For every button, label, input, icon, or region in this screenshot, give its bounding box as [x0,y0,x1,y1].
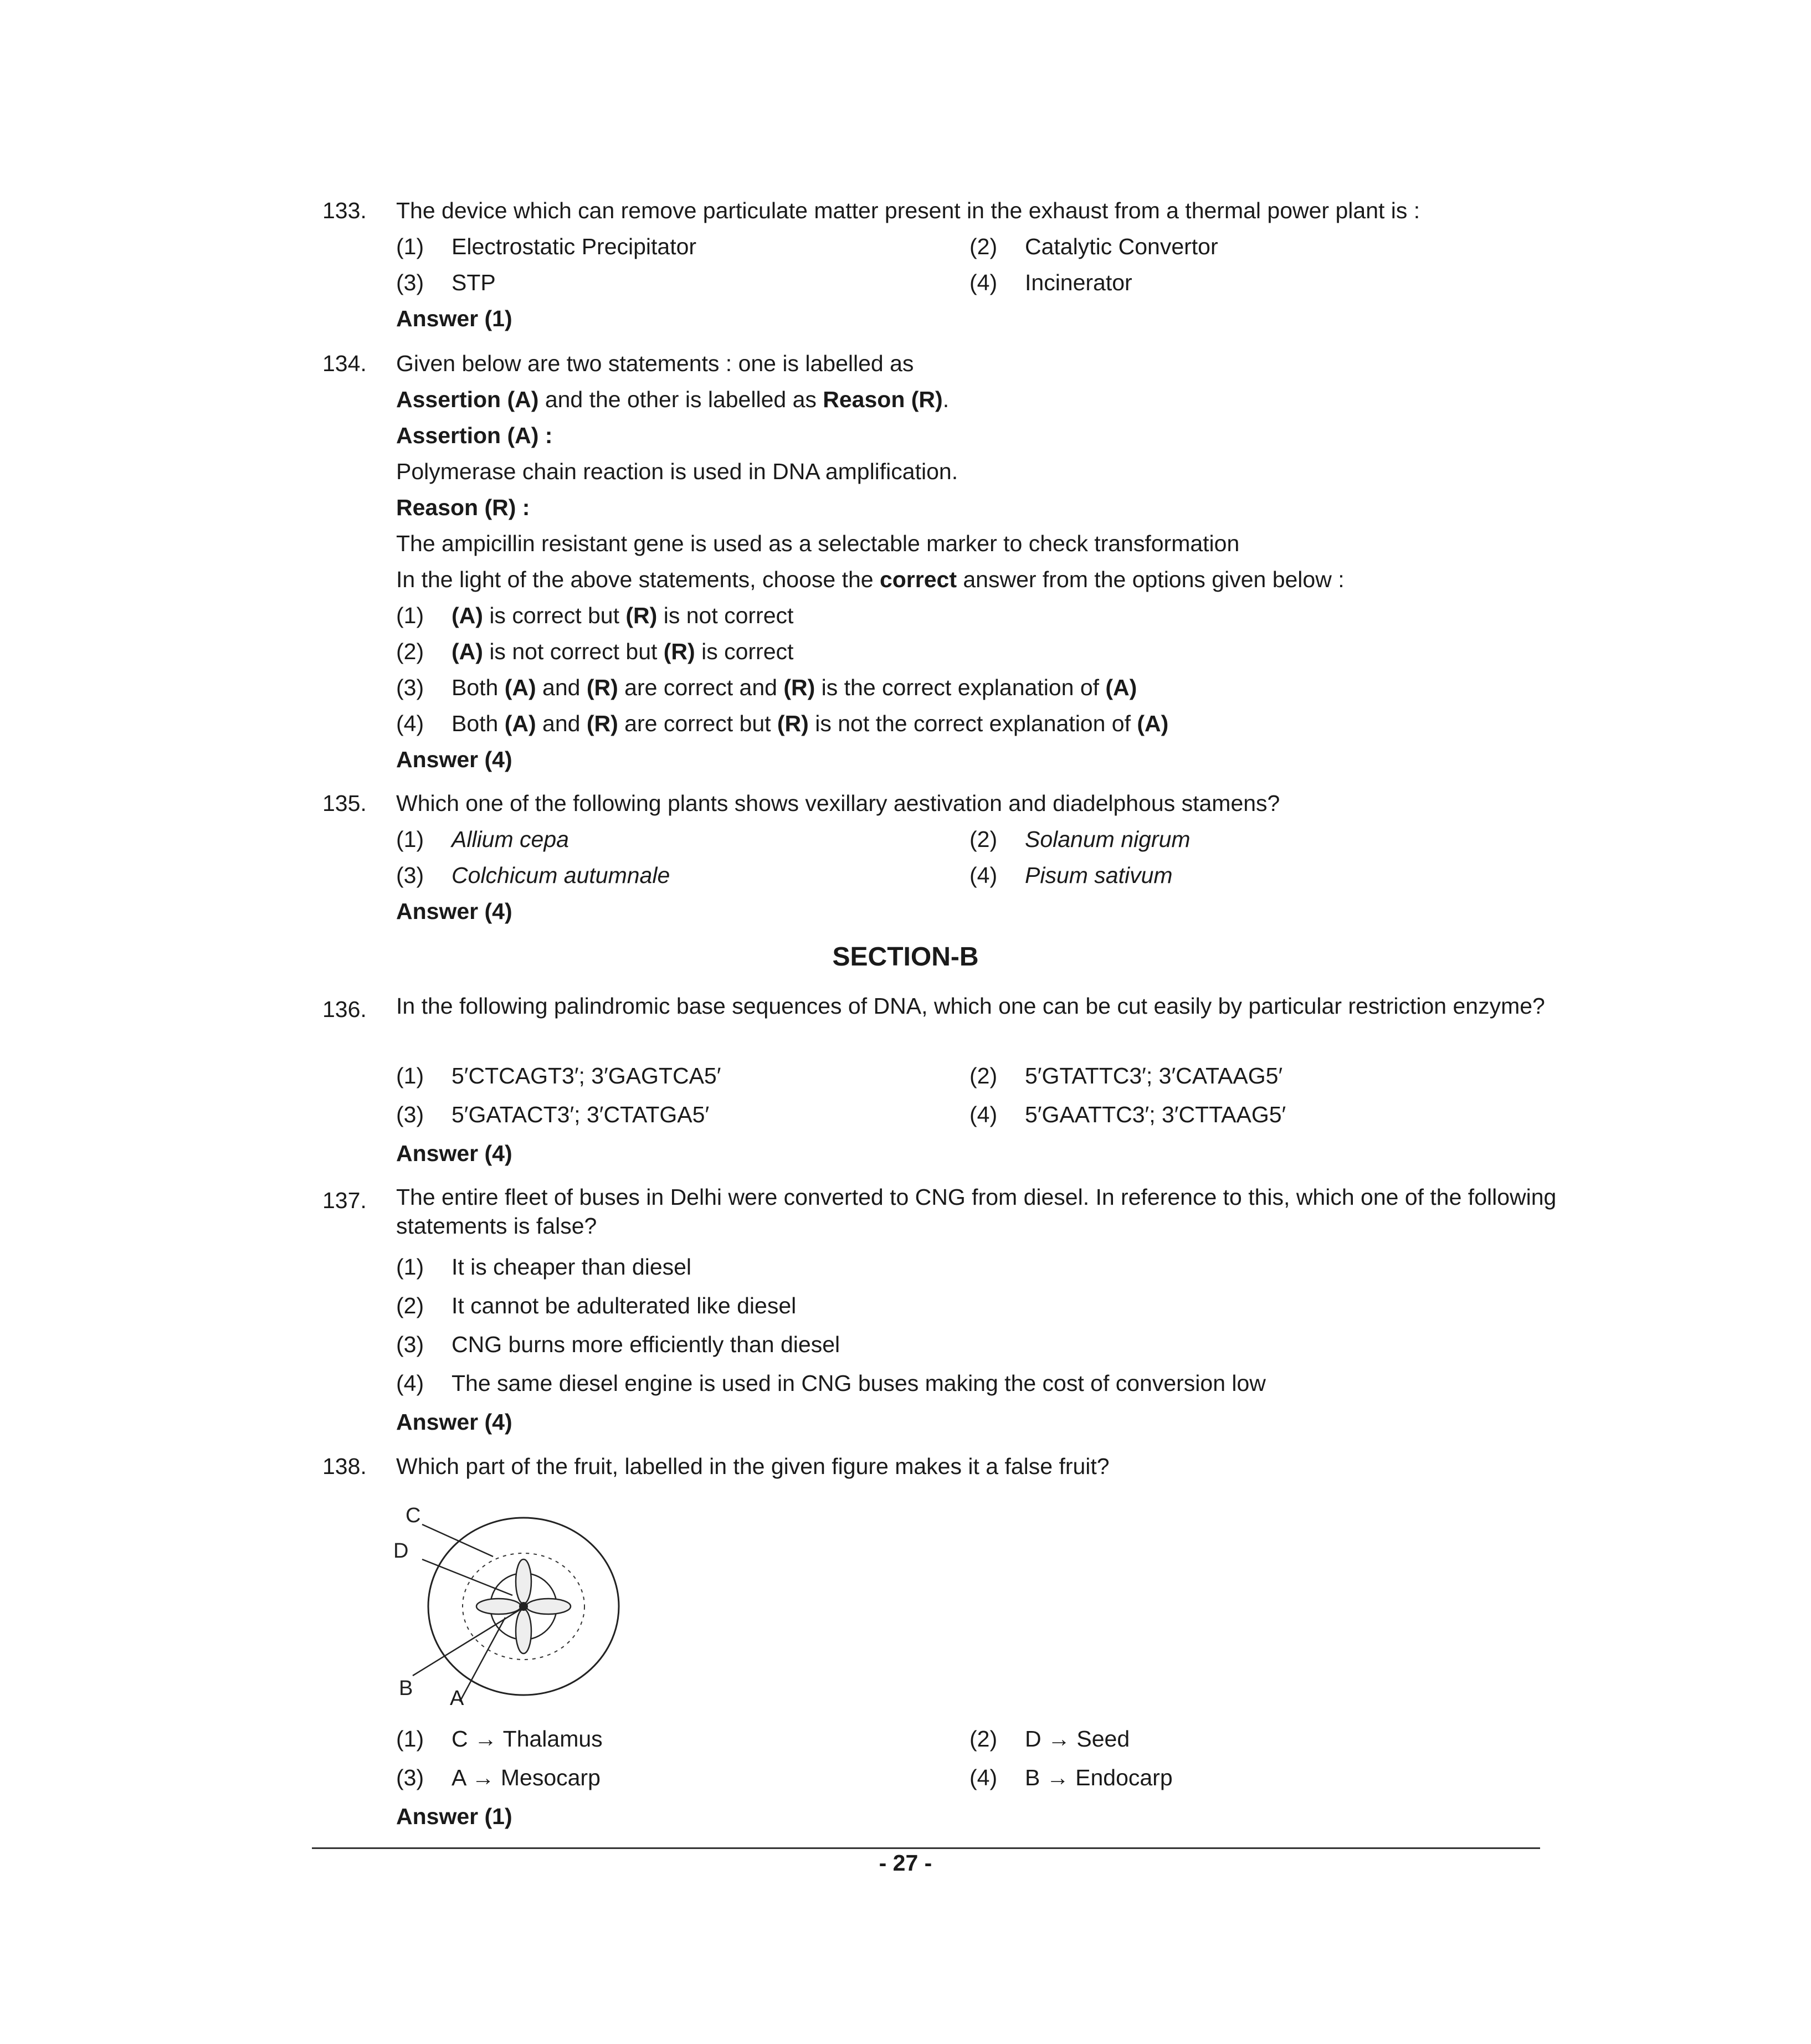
option-text: It cannot be adulterated like diesel [452,1293,797,1318]
option-text: Both (A) and (R) are correct but (R) is not the correct explanation of (A) [452,711,1169,736]
instruction-text: In the light of the above statements, choose the correct answer from the options given below : [396,567,1345,592]
option-row [396,1249,1598,1288]
option-text: Pisum sativum [1025,862,1173,888]
text-fragment: . [942,387,950,412]
answer: Answer (4) [396,1141,512,1166]
answer: Answer (4) [396,1409,512,1435]
option-row [396,1058,1598,1097]
option-row [396,1327,1598,1365]
question-number: 137. [322,1188,367,1213]
question-text-line [396,382,1598,418]
option-number: (3) [396,675,424,700]
option-number: (2) [969,1063,998,1088]
reason-heading: Reason (R) : [396,495,530,520]
option-number: (2) [969,826,998,852]
question-number: 135. [322,790,367,816]
option-number: (1) [396,1063,424,1088]
answer: Answer (1) [396,306,512,331]
question-text: In the following palindromic base sequences of DNA, which one can be cut easily by particular restriction enzyme? [396,993,1545,1019]
question-text: The device which can remove particulate matter present in the exhaust from a thermal power plant is : [396,198,1420,223]
answer: Answer (1) [396,1804,512,1829]
question-text: The entire fleet of buses in Delhi were converted to CNG from diesel. In reference to this, which one of the following statements is false? [396,1184,1557,1239]
section-heading: SECTION-B [832,942,979,972]
option-number: (3) [396,270,424,295]
option-text: Electrostatic Precipitator [452,234,697,259]
option-text: Incinerator [1025,270,1132,295]
option-row [396,1721,1598,1760]
option-text: (A) is not correct but (R) is correct [452,639,794,664]
option-text: 5′GATACT3′; 3′CTATGA5′ [452,1102,710,1127]
question-number: 136. [322,997,367,1022]
option-number: (3) [396,862,424,888]
question-text: Which one of the following plants shows vexillary aestivation and diadelphous stamens? [396,790,1280,816]
question-number: 138. [322,1454,367,1479]
question-text: Which part of the fruit, labelled in the given figure makes it a false fruit? [396,1454,1110,1479]
option-text: D → Seed [1025,1726,1130,1752]
option-number: (2) [396,639,424,664]
option-row [396,1365,1598,1404]
page-number: - 27 - [879,1850,932,1876]
option-number: (3) [396,1102,424,1127]
option-number: (4) [969,862,998,888]
option-text: 5′GTATTC3′; 3′CATAAG5′ [1025,1063,1283,1088]
leader-line-c [422,1524,493,1557]
option-number: (4) [396,1370,424,1396]
fruit-cross-section-figure [388,1496,643,1717]
question-text: Given below are two statements : one is labelled as [396,351,914,376]
option-number: (2) [969,234,998,259]
option-text: 5′CTCAGT3′; 3′GAGTCA5′ [452,1063,721,1088]
option-number: (1) [396,234,424,259]
text-fragment: and the other is labelled as [538,387,823,412]
option-number: (3) [396,1765,424,1790]
option-text: CNG burns more efficiently than diesel [452,1332,840,1357]
option-text: C → Thalamus [452,1726,603,1752]
option-number: (2) [396,1293,424,1318]
option-text: (A) is correct but (R) is not correct [452,603,794,628]
option-number: (1) [396,1726,424,1752]
option-row [396,229,1598,265]
question-number: 133. [322,198,367,223]
option-number: (4) [969,1102,998,1127]
option-row [396,706,1598,742]
label-d: D [393,1539,409,1563]
option-row [396,1097,1598,1136]
answer: Answer (4) [396,898,512,924]
option-text: Allium cepa [452,826,569,852]
option-row [396,670,1598,706]
option-text: Solanum nigrum [1025,826,1191,852]
option-text: A → Mesocarp [452,1765,601,1790]
option-number: (1) [396,603,424,628]
label-a: A [450,1687,464,1710]
option-text: 5′GAATTC3′; 3′CTTAAG5′ [1025,1102,1286,1127]
leader-line-d [422,1559,512,1595]
footer-rule [312,1847,1540,1849]
option-text: The same diesel engine is used in CNG buses making the cost of conversion low [452,1370,1266,1396]
option-text: B → Endocarp [1025,1765,1173,1790]
label-b: B [399,1677,413,1700]
option-row [396,821,1598,857]
option-number: (4) [969,1765,998,1790]
option-text: It is cheaper than diesel [452,1254,692,1280]
option-row [396,598,1598,634]
option-text: Both (A) and (R) are correct and (R) is the correct explanation of (A) [452,675,1137,700]
option-number: (4) [396,711,424,736]
option-row [396,265,1598,301]
reason-text: The ampicillin resistant gene is used as a selectable marker to check transformation [396,531,1240,556]
option-number: (1) [396,1254,424,1280]
option-row [396,857,1598,893]
option-number: (2) [969,1726,998,1752]
leader-line-a [460,1617,505,1702]
option-number: (1) [396,826,424,852]
option-row [396,1760,1598,1799]
label-c: C [406,1504,421,1527]
answer: Answer (4) [396,747,512,772]
assertion-label: Assertion (A) [396,387,539,412]
assertion-text: Polymerase chain reaction is used in DNA amplification. [396,459,958,484]
assertion-heading: Assertion (A) : [396,423,553,448]
option-row [396,634,1598,670]
option-row [396,1288,1598,1327]
question-number: 134. [322,351,367,376]
reason-label: Reason (R) [823,387,943,412]
option-text: Catalytic Convertor [1025,234,1218,259]
option-number: (3) [396,1332,424,1357]
option-number: (4) [969,270,998,295]
option-text: Colchicum autumnale [452,862,670,888]
option-text: STP [452,270,496,295]
